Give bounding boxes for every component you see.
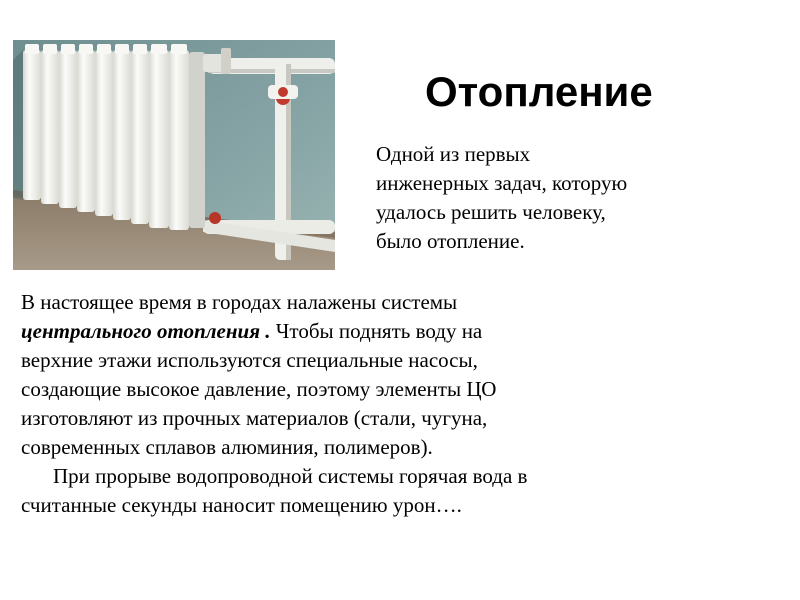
intro-text [376, 140, 756, 256]
body-line: верхние этажи используются специальные насосы, [21, 348, 478, 372]
body-text [21, 288, 761, 520]
slide-title: Отопление [425, 68, 653, 115]
body-line-indented: При прорыве водопроводной системы горячая вода в [53, 464, 528, 488]
intro-line: удалось решить человеку, [376, 200, 606, 224]
body-line: изготовляют из прочных материалов (стали, чугуна, [21, 406, 488, 430]
body-line [21, 462, 761, 491]
intro-line: Одной из первых [376, 142, 531, 166]
body-line: В настоящее время в городах налажены системы [21, 290, 458, 314]
body-line: современных сплавов алюминия, полимеров). [21, 435, 433, 459]
body-line-rest: Чтобы поднять воду на [270, 319, 483, 343]
body-line: считанные секунды наносит помещению урон…. [21, 493, 462, 517]
body-line: создающие высокое давление, поэтому элементы ЦО [21, 377, 497, 401]
central-heating-emphasis: центрального отопления . [21, 319, 271, 343]
radiator-photo-icon [13, 40, 335, 270]
intro-line: было отопление. [376, 229, 525, 253]
intro-line: инженерных задач, которую [376, 171, 628, 195]
body-line [21, 317, 761, 346]
